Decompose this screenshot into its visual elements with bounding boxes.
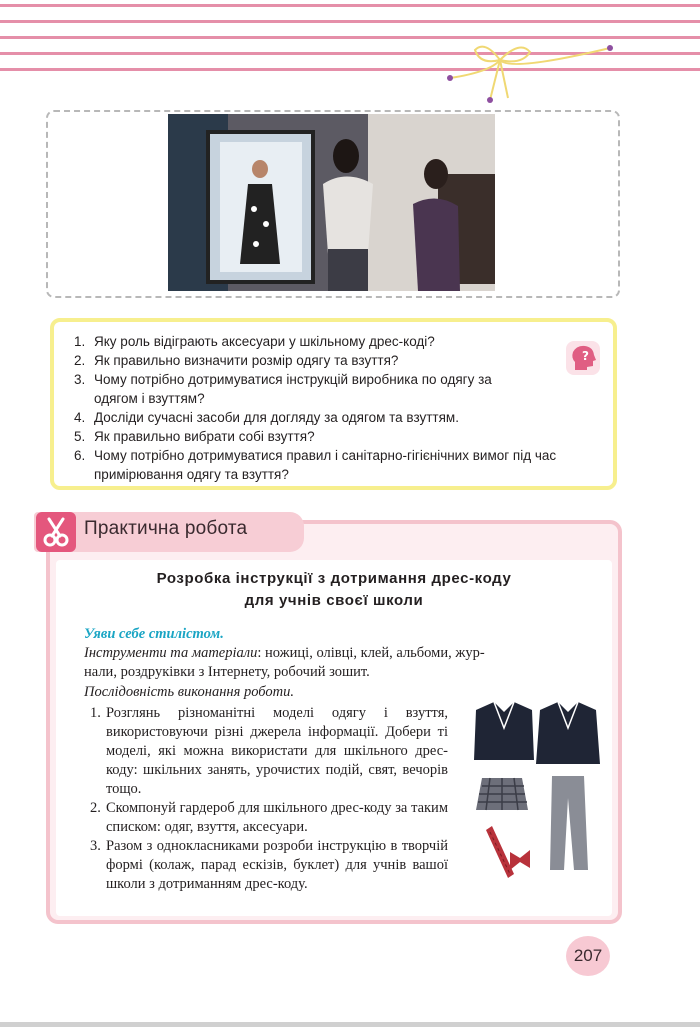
task-title: Розробка інструкції з дотримання дрес-коду для учнів своєї школи	[156, 570, 512, 609]
tools-line: Інструменти та матеріали: ножиці, олівці, клей, альбоми, жур-	[84, 645, 485, 661]
question-list	[74, 332, 614, 484]
page-number: 207	[566, 936, 610, 976]
fitting-room-photo	[168, 114, 495, 291]
bottom-border	[0, 1022, 700, 1027]
step-item: 1. Розглянь різноманітні моделі одягу і взуття, використовуючи різні джерела інформації. Добери ті моделі, які можна використати для шкільного дрес-коду: шкільних занять, урочистих подій, свят, вечорів тощо.	[90, 705, 448, 797]
slogan: Уяви себе стилістом.	[84, 626, 224, 642]
step-item: 2. Скомпонуй гардероб для шкільного дрес-коду за таким списком: одяг, взуття, аксесуари.	[90, 800, 448, 835]
step-item: 3. Разом з однокласниками розроби інструкцію в творчій формі (колаж, парад ескізів, буклет) для учнів вашої школи з дотриманням дрес-коду.	[90, 838, 448, 892]
question-item: 2. Як правильно визначити розмір одягу та взуття?	[74, 353, 399, 368]
tools-line-continued: нали, роздруківки з Інтернету, робочий зошит.	[84, 664, 370, 680]
sequence-heading: Послідовність виконання роботи.	[84, 684, 294, 700]
question-item: 3. Чому потрібно дотримуватися інструкцій виробника по одягу за одягом і взуттям?	[74, 372, 492, 406]
svg-text:?: ?	[582, 349, 589, 363]
top-stripe	[0, 4, 700, 7]
ribbon-bow-icon	[430, 20, 640, 110]
scissors-icon	[36, 512, 76, 552]
question-item: 6. Чому потрібно дотримуватися правил і санітарно-гігієнічних вимог під час примірювання одягу та взуття?	[74, 448, 557, 482]
question-item: 1. Яку роль відіграють аксесуари у шкільному дрес-коді?	[74, 334, 435, 349]
question-item: 5. Як правильно вибрати собі взуття?	[74, 429, 315, 444]
question-item: 4. Досліди сучасні засоби для догляду за одягом та взуттям.	[74, 410, 459, 425]
school-uniform-illustration	[466, 698, 606, 884]
question-head-icon	[565, 340, 601, 376]
steps-list	[84, 704, 448, 894]
practical-work-heading: Практична робота	[84, 518, 248, 539]
